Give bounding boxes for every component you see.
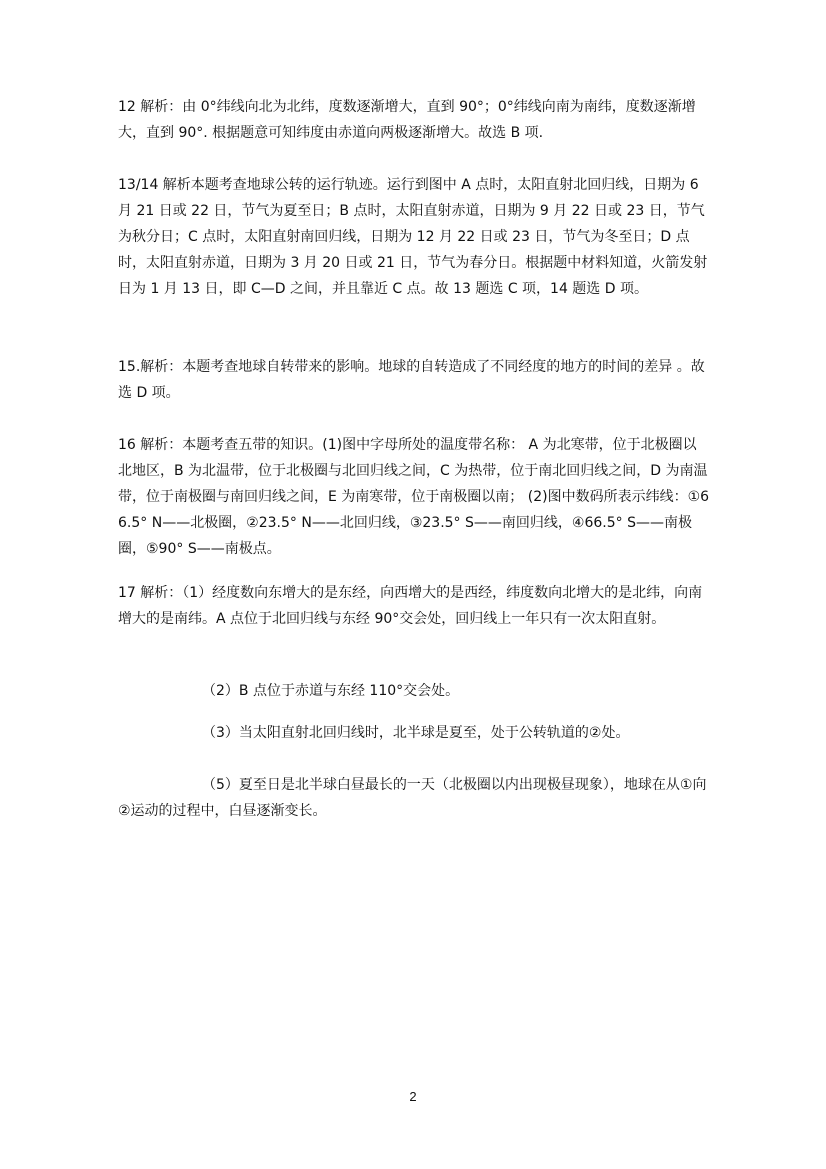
answer-16: 16 解析：本题考查五带的知识。(1)图中字母所处的温度带名称： A 为北寒带，位于北极圈以北地区，B 为北温带，位于北极圈与北回归线之间，C 为热带，位于南北回归线之间，D 为南温带，位于南极圈与南回归线之间，E 为南寒带，位于南极圈以南； (2)图中数码所表示纬线：①66.5° N——北极圈，②23.5° N——北回归线，③23.5° S——南回归线，④66.5° S——南极圈，⑤90° S——南极点。	[118, 437, 710, 557]
answer-12: 12 解析：由 0°纬线向北为北纬，度数逐渐增大，直到 90°；0°纬线向南为南纬，度数逐渐增大，直到 90°. 根据题意可知纬度由赤道向两极逐渐增大。故选 B 项.	[118, 99, 696, 141]
answer-17-part-5: （5）夏至日是北半球白昼最长的一天（北极圈以内出现极昼现象），地球在从①向②运动的过程中，白昼逐渐变长。	[118, 777, 707, 819]
answer-17-part-3: （3）当太阳直射北回归线时，北半球是夏至，处于公转轨道的②处。	[202, 725, 630, 741]
answer-17-part-2: （2）B 点位于赤道与东经 110°交会处。	[202, 683, 460, 699]
answer-17: 17 解析：（1）经度数向东增大的是东经，向西增大的是西经，纬度数向北增大的是北纬，向南增大的是南纬。A 点位于北回归线与东经 90°交会处，回归线上一年只有一次太阳直射。	[118, 585, 703, 627]
answer-13-14: 13/14 解析本题考查地球公转的运行轨迹。运行到图中 A 点时，太阳直射北回归线，日期为 6 月 21 日或 22 日，节气为夏至日；B 点时，太阳直射赤道，日期为 9 月 22 日或 23 日，节气为秋分日；C 点时，太阳直射南回归线，日期为 12 月 22 日或 23 日，节气为冬至日；D 点时，太阳直射赤道，日期为 3 月 20 日或 21 日，节气为春分日。根据题中材料知道，火箭发射日为 1 月 13 日，即 C—D 之间，并且靠近 C 点。故 13 题选 C 项，14 题选 D 项。	[118, 177, 708, 297]
answer-15: 15.解析：本题考查地球自转带来的影响。地球的自转造成了不同经度的地方的时间的差异 。故选 D 项。	[118, 359, 705, 401]
page-number: 2	[409, 1089, 417, 1104]
